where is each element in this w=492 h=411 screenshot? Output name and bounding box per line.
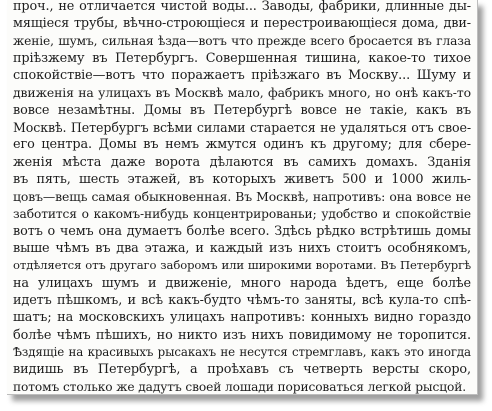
scanned-page [7,0,478,395]
text-line: въ пять, шесть этажей, въ которыхъ живетъ 500 и 1000 жиль- [13,171,471,187]
text-line: женія мѣста даже ворота дѣлаются въ самихъ домахъ. Зданія [13,154,471,170]
text-line: Ѣздящіе на красивыхъ рысакахъ не несутся стремглавъ, какъ это иногда [13,344,471,359]
text-line: его центра. Домы въ немъ жмутся одинъ къ другому; для сбере- [13,137,471,153]
text-line: потомъ столько же дадутъ своей лошади порисоваться легкой рысцой. [13,379,467,394]
text-line: видишь въ Петербургѣ, а проѣхавъ съ четверть версты скоро, [13,362,471,378]
text-line: выше чѣмъ въ два этажа, и каждый изъ нихъ стоитъ особнякомъ, [13,241,471,257]
text-line: идетъ пѣшкомъ, и всѣ какъ-будто чѣмъ-то заняты, всѣ кула-то спѣ- [13,293,471,309]
text-line: мящіеся трубы, вѣчно-строющіеся и перестроивающіеся дома, дви- [13,16,471,32]
text-line: болѣе чѣмъ пѣшихъ, но никто изъ нихъ повидимому не торопится. [13,327,471,343]
text-line: женіе, шумъ, сильная ѣзда—вотъ что прежде всего бросается въ глаза [13,33,471,48]
body-text [13,0,471,395]
text-line: пріѣзжему въ Петербургъ. Совершенная тишина, какое-то тихое [13,50,471,66]
text-line: спокойствіе—вотъ что поражаетъ пріѣзжаго въ Москву... Шуму и [13,68,471,84]
text-line: на улицахъ шумъ и движеніе, много народа ѣдетъ, еще болѣе [13,275,471,291]
text-line: движенія на улицахъ въ Москвѣ мало, фабрикъ много, но онѣ какъ-то [13,85,471,101]
text-line: Москвѣ. Петербургъ всѣми силами старается не удаляться отъ свое- [13,120,471,136]
text-line: проч., не отличается чистой воды... Заводы, фабрики, длинные ды- [13,0,471,14]
text-line: шатъ; на московскихъ улицахъ напротивъ: конныхъ видно гораздо [13,310,471,326]
text-line: заботится о какомъ-нибудь концентрированьи; удобство и спокойствіе [13,206,471,221]
text-line: вовсе незамѣтны. Домы въ Петербургѣ вовсе не такіе, какъ въ [13,102,471,118]
text-line: цовъ—вещь самая обыкновенная. Въ Москвѣ, напротивъ: она вовсе не [13,189,471,205]
text-line: вотъ о чемъ она думаетъ болѣе всего. Здѣсь рѣдко встрѣтишь домы [13,223,471,239]
text-line: отдѣляется отъ другаго заборомъ или широкими воротами. Въ Петербургѣ [13,258,471,273]
